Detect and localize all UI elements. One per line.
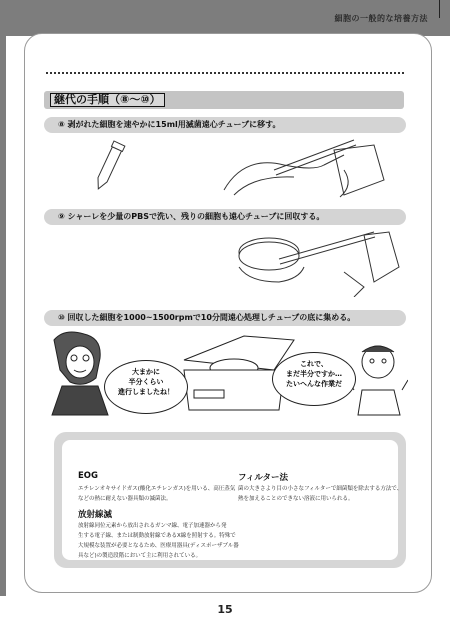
left-character-icon	[52, 332, 108, 415]
right-character-icon	[348, 346, 408, 415]
step-8: ⑧ 剥がれた細胞を速やかに15ml用滅菌遠心チューブに移す。	[44, 117, 406, 133]
dish-and-pipette-illustration	[44, 227, 404, 297]
chapter-tag: 細胞の一般的な培養方法	[334, 14, 428, 23]
corner-mark	[439, 0, 440, 18]
petri-dish-icon	[239, 238, 299, 270]
side-strip	[0, 36, 6, 596]
glossary-desc-filter: 菌の大きさより目の小さなフィルターで細菌類を除去する方法で、 熱を加えることのできない溶液に用いられる。	[238, 486, 403, 502]
glossary-term-filter: フィルター法	[238, 473, 288, 483]
glossary-term-eog: EOG	[78, 471, 99, 481]
centrifuge-tube-icon	[93, 141, 125, 191]
glossary-desc-radiation: 放射線同位元素から放出されるガンマ線、電子加速器から発 生する電子線、または制動放射線であるX線を照射する。特殊で 大規模な装置が必要となるため、医療用器具(ディスポーザブル器 具など)の製造段階において主に利用されている。	[78, 523, 239, 559]
speech-bubble-left: 大まかに 半分くらい 進行しましたね！	[104, 360, 188, 414]
glossary-desc-eog: エチレンオキサイドガス(酸化エチレンガス)を用いる、高圧蒸気 などの熱に耐えない器具類の滅菌法。	[78, 486, 236, 502]
section-header	[44, 91, 404, 109]
header-bar	[0, 0, 450, 36]
glossary-term-radiation: 放射線滅	[78, 510, 113, 520]
dotted-divider	[46, 72, 404, 74]
hand-pipette-icon	[224, 140, 384, 197]
step-9: ⑨ シャーレを少量のPBSで洗い、残りの細胞も遠心チューブに回収する。	[44, 209, 406, 225]
tube-and-pipette-illustration	[44, 135, 404, 203]
speech-bubble-right: これで、 まだ半分ですか… たいへんな作業だ	[272, 352, 356, 406]
step-10: ⑩ 回収した細胞を1000~1500rpmで10分間遠心処理しチューブの底に集める。	[44, 310, 406, 326]
section-title: 継代の手順（⑧～⑩）	[50, 93, 165, 107]
page-number: 15	[217, 603, 233, 616]
